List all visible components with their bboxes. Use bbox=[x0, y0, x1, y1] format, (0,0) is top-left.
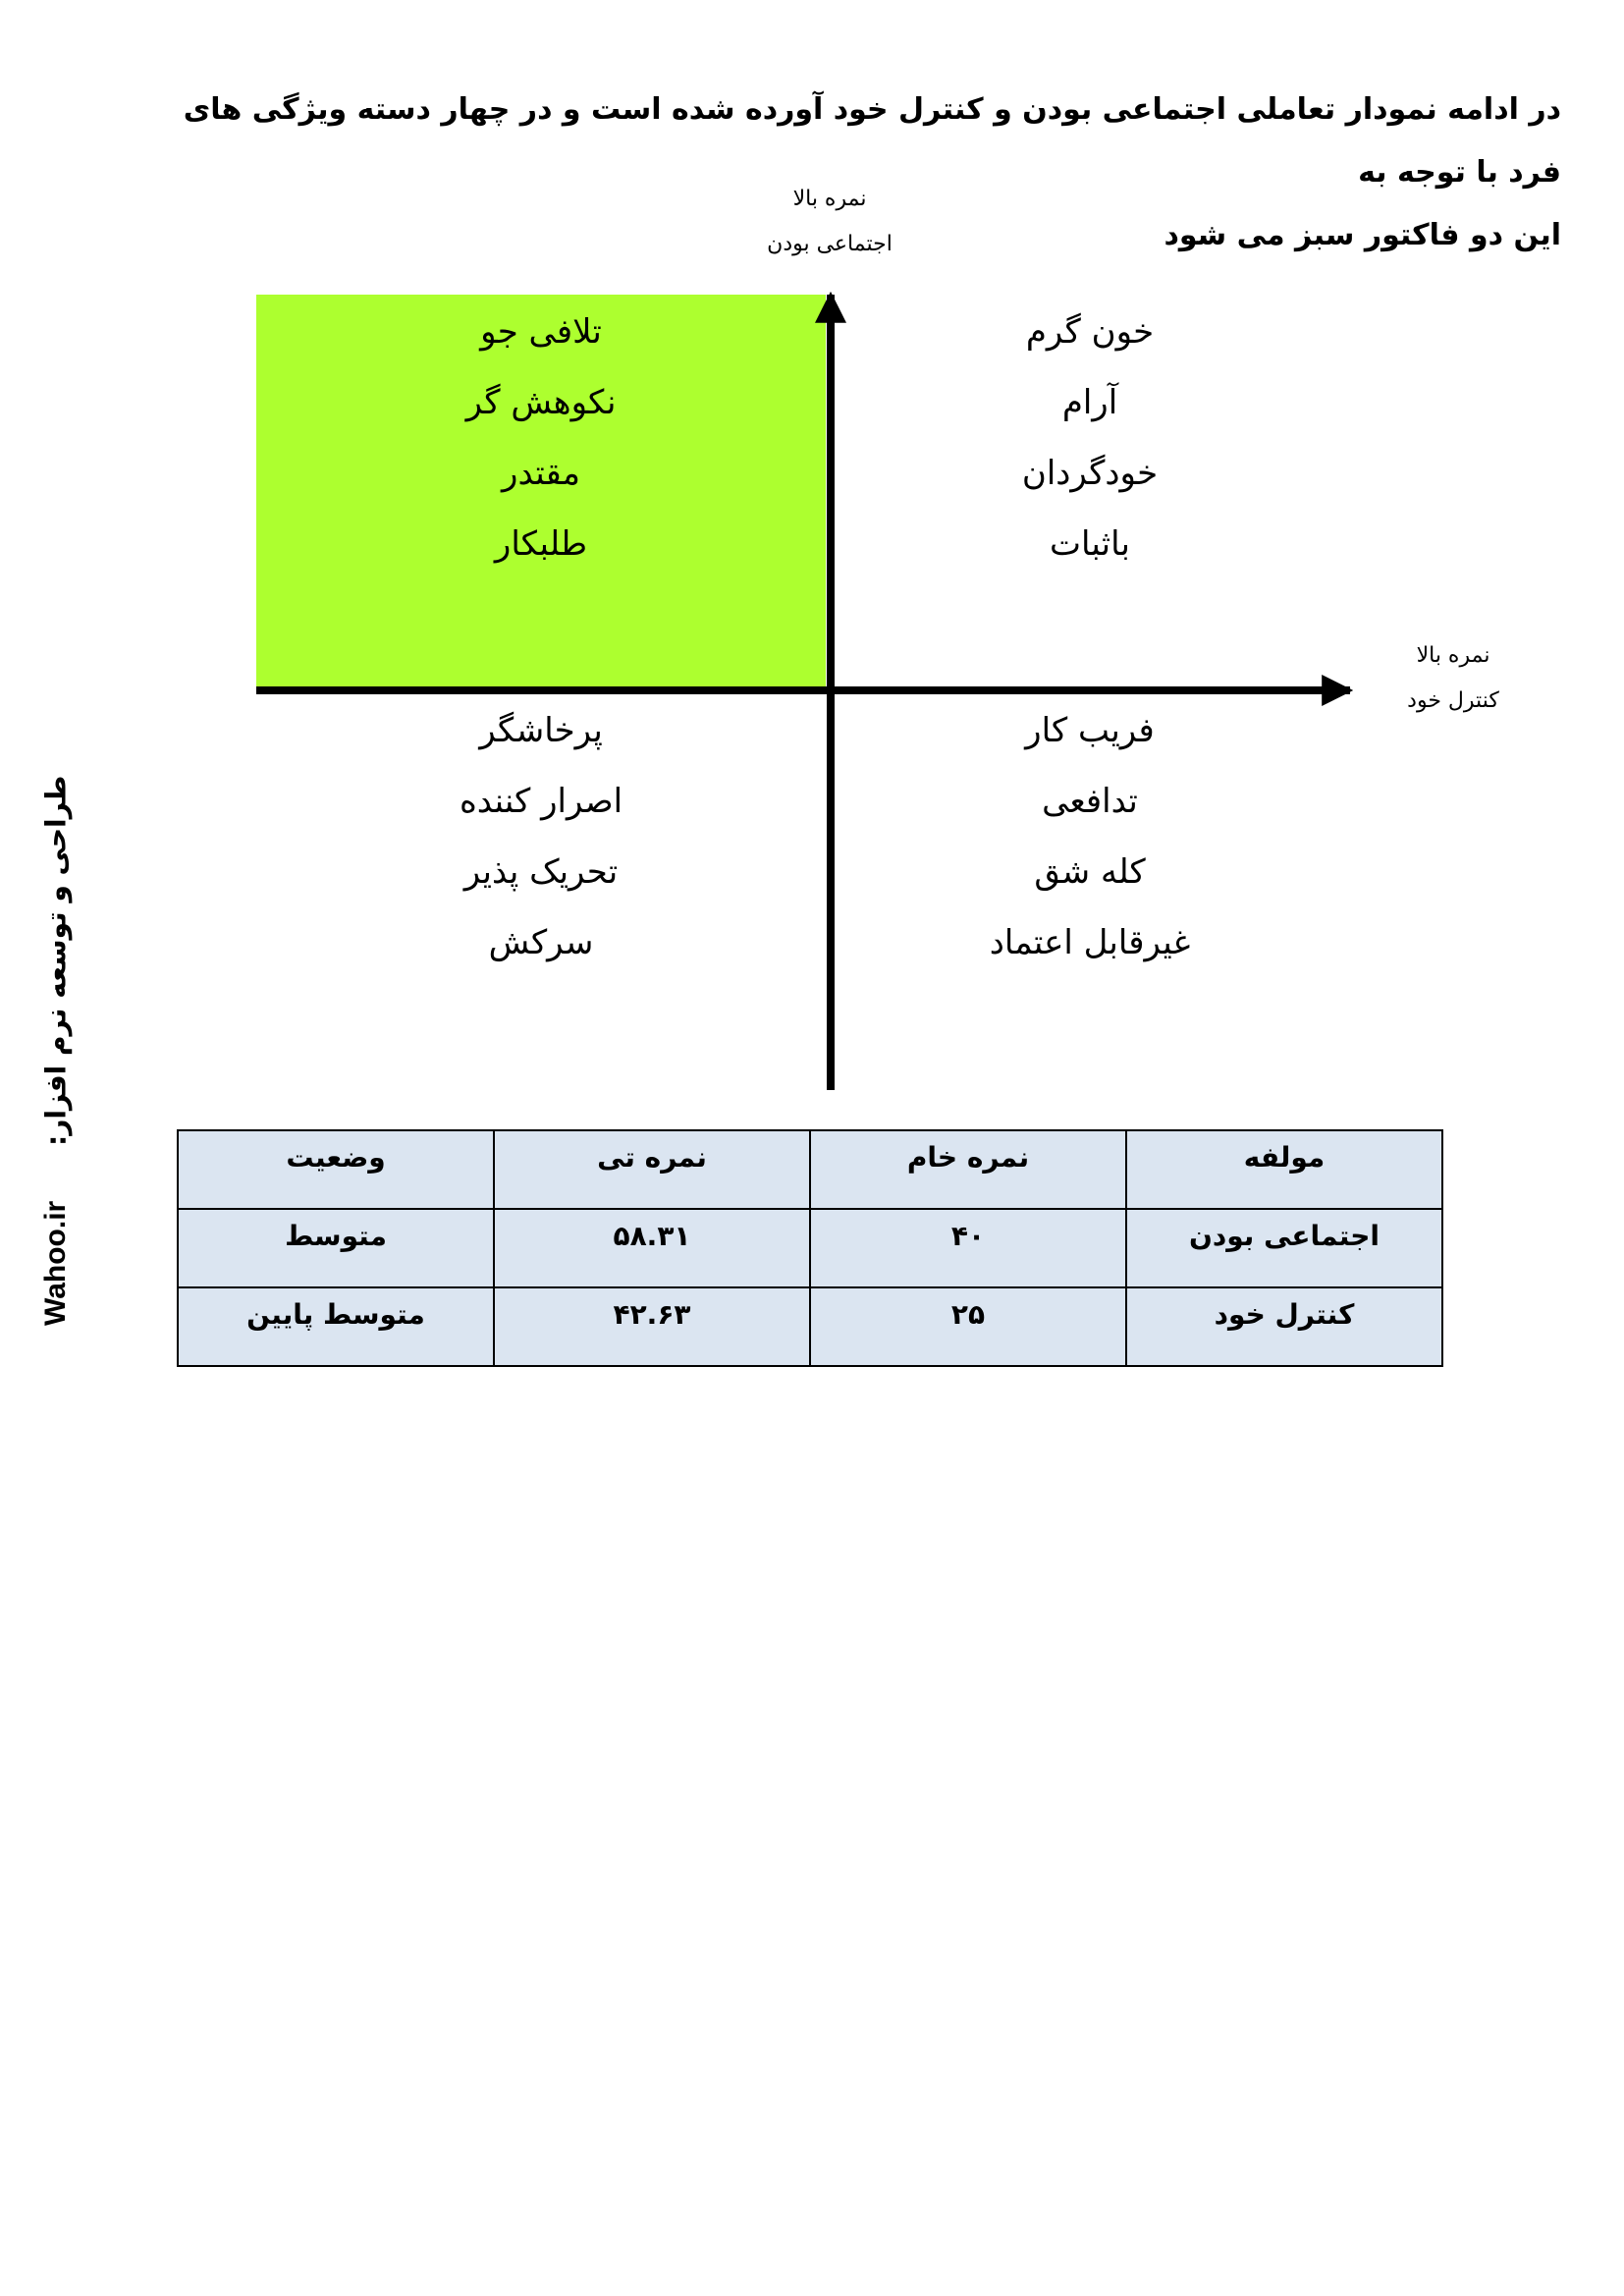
x-axis-label bbox=[1355, 633, 1551, 724]
quadrant-bottom-right bbox=[893, 695, 1286, 978]
y-axis-label-line-1: نمره بالا bbox=[792, 187, 867, 211]
trait-label: مقتدر bbox=[502, 454, 580, 493]
trait-label: خودگردان bbox=[1021, 454, 1159, 493]
table-row bbox=[178, 1287, 1442, 1366]
table-header-cell: وضعیت bbox=[178, 1130, 494, 1209]
quadrant-top-left bbox=[354, 297, 728, 579]
table-cell: ۴۰ bbox=[810, 1209, 1126, 1287]
trait-label: سرکش bbox=[488, 923, 594, 962]
table-cell: ۴۲.۶۳ bbox=[494, 1287, 810, 1366]
table-cell: ۵۸.۳۱ bbox=[494, 1209, 810, 1287]
table-header-cell: نمره تی bbox=[494, 1130, 810, 1209]
table-header-cell: مولفه bbox=[1126, 1130, 1442, 1209]
trait-label: تدافعی bbox=[1042, 782, 1138, 821]
table-cell: اجتماعی بودن bbox=[1126, 1209, 1442, 1287]
trait-label: نکوهش گر bbox=[465, 383, 617, 422]
table-cell: متوسط پایین bbox=[178, 1287, 494, 1366]
table-row bbox=[178, 1209, 1442, 1287]
table-cell: کنترل خود bbox=[1126, 1287, 1442, 1366]
trait-label: آرام bbox=[1061, 383, 1118, 422]
y-axis-label-line-2: اجتماعی بودن bbox=[767, 232, 893, 256]
table-header-cell: نمره خام bbox=[810, 1130, 1126, 1209]
trait-label: خون گرم bbox=[1025, 312, 1155, 352]
trait-label: غیرقابل اعتماد bbox=[989, 923, 1191, 962]
quadrant-bottom-left bbox=[354, 695, 728, 978]
trait-label: باثبات bbox=[1050, 524, 1130, 564]
intro-line-2: این دو فاکتور سبز می شود bbox=[1164, 218, 1561, 252]
trait-label: طلبکار bbox=[494, 524, 588, 564]
trait-label: کله شق bbox=[1034, 852, 1146, 892]
x-axis-label-line-1: نمره بالا bbox=[1416, 643, 1490, 668]
trait-label: تحریک پذیر bbox=[463, 852, 619, 892]
trait-label: اصرار کننده bbox=[459, 782, 623, 821]
table-header-row bbox=[178, 1130, 1442, 1209]
y-axis-label bbox=[731, 177, 928, 267]
trait-label: فریب کار bbox=[1025, 711, 1155, 750]
trait-label: تلافی جو bbox=[480, 312, 602, 352]
credit-label: طراحی و توسعه نرم افزار: bbox=[39, 776, 73, 1147]
table-cell: متوسط bbox=[178, 1209, 494, 1287]
quadrant-top-right bbox=[893, 297, 1286, 579]
results-table bbox=[177, 1129, 1443, 1367]
quadrant-axes bbox=[0, 0, 1624, 1100]
trait-label: پرخاشگر bbox=[479, 711, 603, 750]
table-cell: ۲۵ bbox=[810, 1287, 1126, 1366]
x-axis-label-line-2: کنترل خود bbox=[1407, 688, 1499, 713]
intro-line-1: در ادامه نمودار تعاملی اجتماعی بودن و کنترل خود آورده شده است و در چهار دسته ویژگی های فرد با توجه به bbox=[183, 92, 1561, 190]
credit-domain: Wahoo.ir bbox=[39, 1200, 72, 1326]
